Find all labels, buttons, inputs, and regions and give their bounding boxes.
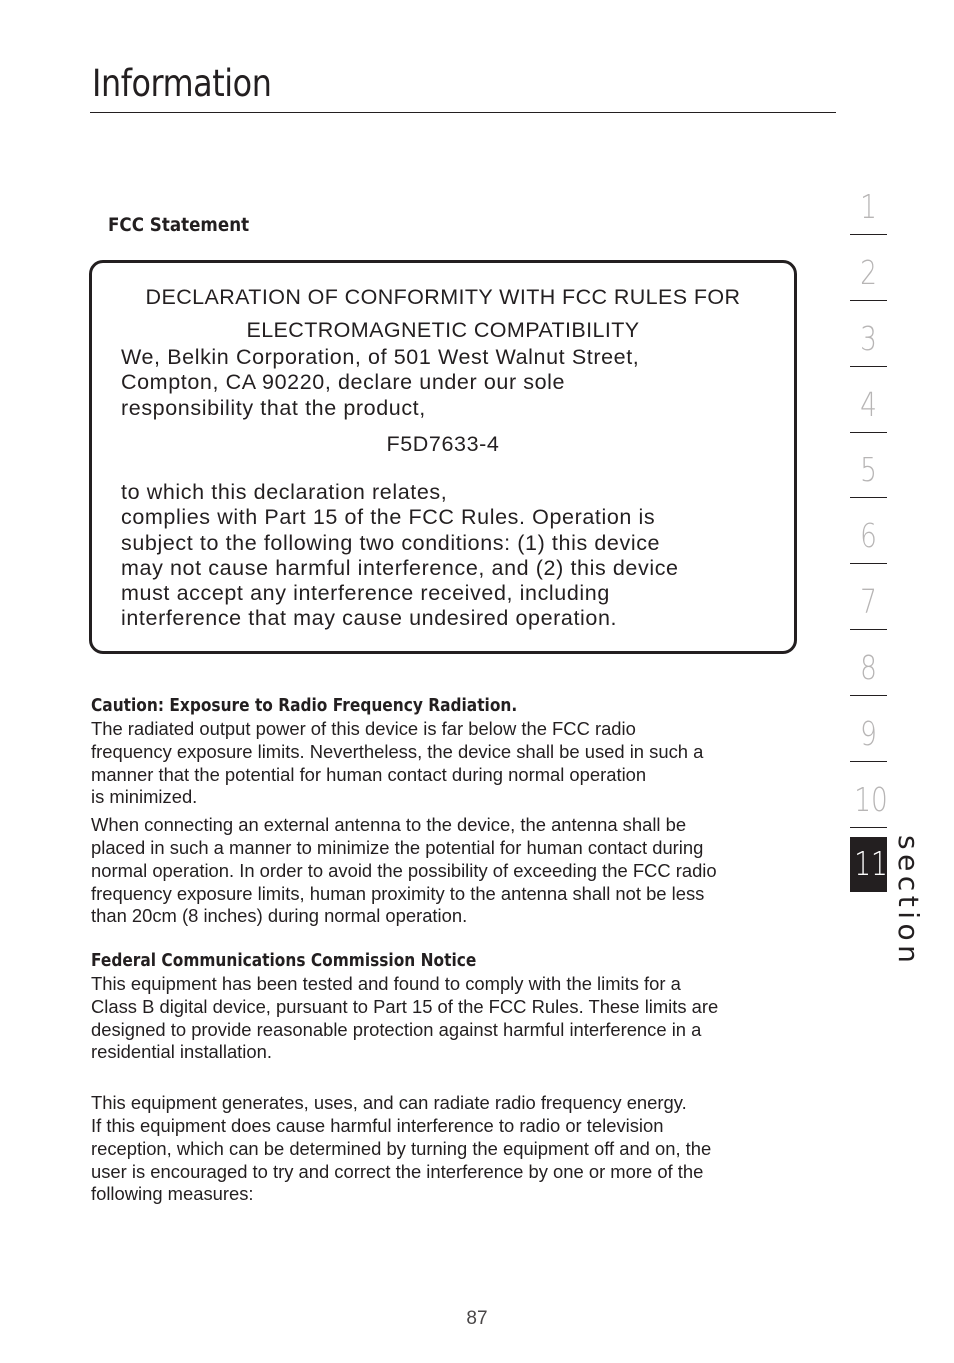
section-number: 7 <box>860 582 877 621</box>
product-model: F5D7633-4 <box>386 432 500 456</box>
declaration-body-line: must accept any interference received, including <box>121 581 610 606</box>
section-number: 1 <box>860 187 877 226</box>
declaration-title-line: DECLARATION OF CONFORMITY WITH FCC RULES FOR <box>145 285 741 309</box>
section-tab-3[interactable] <box>850 312 887 366</box>
fcc-notice-paragraph <box>91 973 801 1064</box>
declaration-body-line: to which this declaration relates, <box>121 480 448 504</box>
section-number: 9 <box>860 714 877 753</box>
paragraph-line: frequency exposure limits, human proximity to the antenna shall not be less <box>91 882 705 904</box>
section-number: 3 <box>860 319 877 358</box>
nav-divider <box>850 234 887 235</box>
declaration-intro-line: We, Belkin Corporation, of 501 West Walnut Street, <box>121 345 640 369</box>
paragraph-line: is minimized. <box>91 786 198 808</box>
section-number: 4 <box>860 385 877 424</box>
nav-divider <box>850 366 887 367</box>
declaration-body-line: interference that may cause undesired operation. <box>121 606 618 631</box>
section-number: 11 <box>854 844 888 883</box>
rf-energy-paragraph <box>91 1092 801 1206</box>
declaration-intro-line: Compton, CA 90220, declare under our sole <box>121 370 566 395</box>
paragraph-line: The radiated output power of this device is far below the FCC radio <box>91 718 636 739</box>
section-tab-1[interactable] <box>850 180 887 234</box>
section-label: section <box>892 835 925 968</box>
caution-heading: Caution: Exposure to Radio Frequency Radiation. <box>91 696 518 716</box>
section-number: 8 <box>860 648 877 687</box>
antenna-paragraph <box>91 814 801 928</box>
section-number: 10 <box>854 780 888 819</box>
page-title: Information <box>92 62 272 105</box>
fcc-statement-heading: FCC Statement <box>108 214 250 236</box>
paragraph-line: user is encouraged to try and correct the interference by one or more of the <box>91 1160 704 1182</box>
paragraph-line: residential installation. <box>91 1041 272 1063</box>
paragraph-line: frequency exposure limits. Nevertheless, the device shall be used in such a <box>91 740 704 762</box>
declaration-body-line: complies with Part 15 of the FCC Rules. Operation is <box>121 505 656 530</box>
section-tab-8[interactable] <box>850 641 887 695</box>
declaration-title-line: ELECTROMAGNETIC COMPATIBILITY <box>246 318 640 342</box>
fcc-notice-heading: Federal Communications Commission Notice <box>91 951 477 971</box>
declaration-body-line: may not cause harmful interference, and (2) this device <box>121 555 679 580</box>
paragraph-line: This equipment has been tested and found to comply with the limits for a <box>91 973 681 994</box>
page-number: 87 <box>466 1308 488 1329</box>
paragraph-line: This equipment generates, uses, and can radiate radio frequency energy. <box>91 1092 687 1114</box>
section-tab-5[interactable] <box>850 443 887 497</box>
paragraph-line: following measures: <box>91 1183 254 1205</box>
section-tab-4[interactable] <box>850 378 887 432</box>
section-tab-2[interactable] <box>850 246 887 300</box>
section-tab-11-active[interactable] <box>850 837 887 892</box>
section-tab-10[interactable] <box>850 773 887 827</box>
fcc-notice-section <box>91 950 801 1206</box>
nav-divider <box>850 563 887 564</box>
paragraph-line: manner that the potential for human contact during normal operation <box>91 763 647 785</box>
title-divider <box>90 112 836 113</box>
declaration-intro <box>121 345 781 421</box>
nav-divider <box>850 827 887 828</box>
declaration-body-line: subject to the following two conditions: (1) this device <box>121 530 661 555</box>
nav-divider <box>850 300 887 301</box>
paragraph-line: normal operation. In order to avoid the possibility of exceeding the FCC radio <box>91 859 717 881</box>
declaration-intro-line: responsibility that the product, <box>121 395 426 420</box>
caution-paragraph <box>91 718 801 809</box>
paragraph-line: than 20cm (8 inches) during normal operation. <box>91 905 468 927</box>
nav-divider <box>850 629 887 630</box>
paragraph-line: If this equipment does cause harmful interference to radio or television <box>91 1114 664 1136</box>
caution-section <box>91 695 801 928</box>
section-tab-9[interactable] <box>850 707 887 761</box>
declaration-body <box>121 480 781 632</box>
section-number: 5 <box>860 450 877 489</box>
paragraph-line: Class B digital device, pursuant to Part 15 of the FCC Rules. These limits are <box>91 995 719 1017</box>
declaration-title <box>92 281 794 347</box>
nav-divider <box>850 761 887 762</box>
nav-divider <box>850 695 887 696</box>
nav-divider <box>850 497 887 498</box>
section-number: 6 <box>860 516 877 555</box>
paragraph-line: placed in such a manner to minimize the potential for human contact during <box>91 836 704 858</box>
paragraph-line: designed to provide reasonable protection against harmful interference in a <box>91 1018 702 1040</box>
paragraph-line: reception, which can be determined by turning the equipment off and on, the <box>91 1137 712 1159</box>
paragraph-line: When connecting an external antenna to the device, the antenna shall be <box>91 814 687 836</box>
section-tab-6[interactable] <box>850 509 887 563</box>
section-tab-7[interactable] <box>850 575 887 629</box>
section-number: 2 <box>860 253 877 292</box>
declaration-box <box>89 260 797 654</box>
nav-divider <box>850 432 887 433</box>
